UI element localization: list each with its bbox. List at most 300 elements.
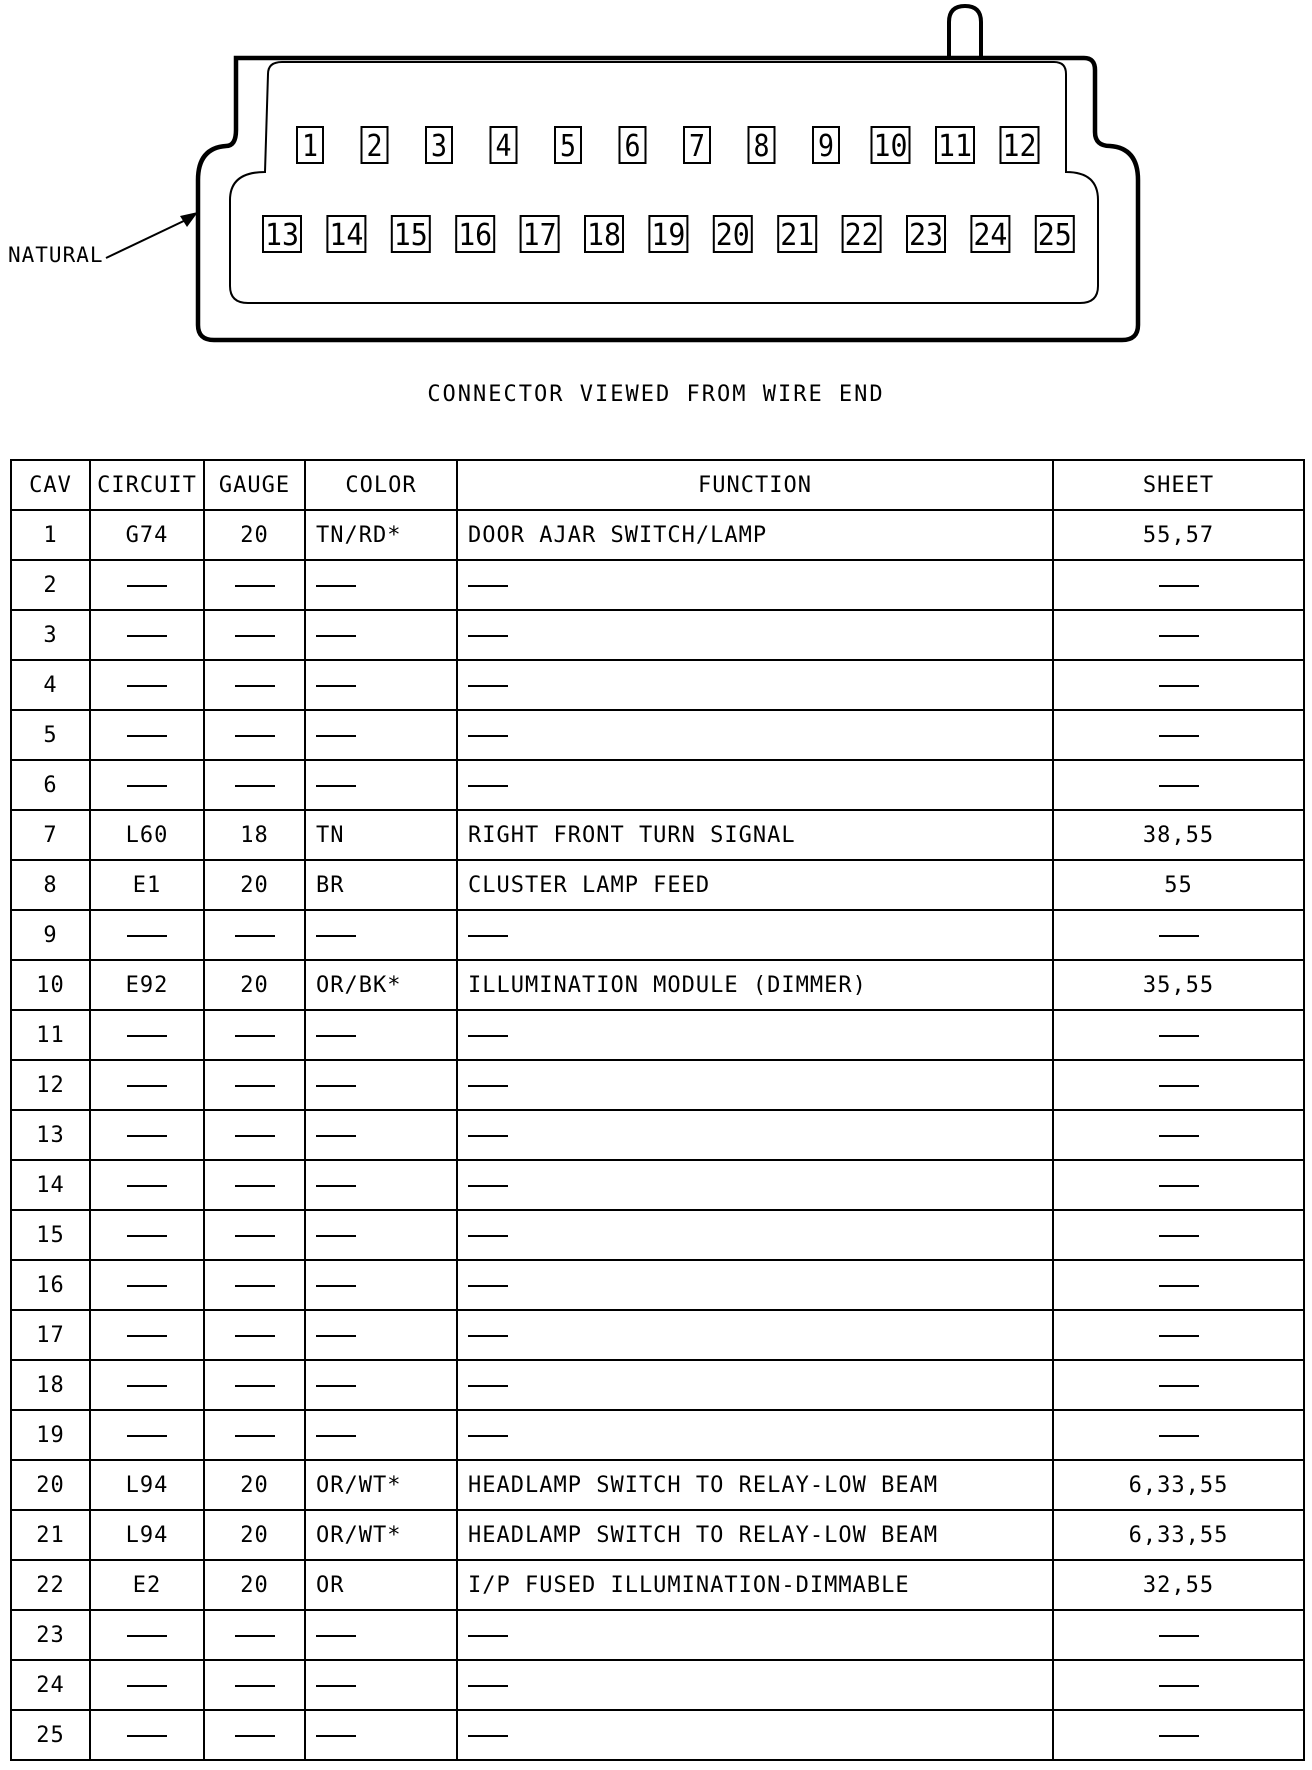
- empty-dash-icon: [468, 735, 508, 737]
- cell-circuit: [90, 1210, 204, 1260]
- empty-dash-icon: [468, 1385, 508, 1387]
- table-row: [11, 560, 1304, 610]
- cell-gauge: 20: [204, 860, 305, 910]
- cell-sheet: 38,55: [1053, 810, 1304, 860]
- table-row: [11, 1460, 1304, 1510]
- empty-dash-icon: [127, 1685, 167, 1687]
- cell-circuit: [90, 910, 204, 960]
- cavity-pin-label: 15: [393, 218, 428, 253]
- empty-dash-icon: [235, 635, 275, 637]
- table-row: [11, 1710, 1304, 1760]
- empty-dash-icon: [316, 685, 356, 687]
- cavity-pin-4: [491, 127, 517, 164]
- empty-dash-icon: [1159, 1635, 1199, 1637]
- cell-cav: 8: [11, 860, 90, 910]
- empty-dash-icon: [127, 1235, 167, 1237]
- cell-circuit: L60: [90, 810, 204, 860]
- cell-color: [305, 910, 457, 960]
- cell-sheet: [1053, 710, 1304, 760]
- cell-cav: 23: [11, 1610, 90, 1660]
- cell-circuit: E2: [90, 1560, 204, 1610]
- cell-circuit: [90, 660, 204, 710]
- empty-dash-icon: [235, 1335, 275, 1337]
- empty-dash-icon: [1159, 1685, 1199, 1687]
- cell-color: [305, 1210, 457, 1260]
- cavity-pin-label: 6: [624, 129, 641, 164]
- cell-function: [457, 1360, 1053, 1410]
- cell-function: HEADLAMP SWITCH TO RELAY-LOW BEAM: [457, 1510, 1053, 1560]
- cell-circuit: [90, 710, 204, 760]
- empty-dash-icon: [316, 1235, 356, 1237]
- empty-dash-icon: [235, 1085, 275, 1087]
- empty-dash-icon: [235, 1135, 275, 1137]
- cavity-pin-17: [521, 216, 559, 253]
- cell-color: [305, 1610, 457, 1660]
- cavity-pin-label: 25: [1037, 218, 1072, 253]
- cavity-pin-label: 7: [689, 129, 705, 164]
- cell-sheet: [1053, 1010, 1304, 1060]
- cell-function: [457, 910, 1053, 960]
- cell-sheet: [1053, 1060, 1304, 1110]
- empty-dash-icon: [468, 585, 508, 587]
- cell-gauge: 18: [204, 810, 305, 860]
- cavity-pin-24: [971, 216, 1009, 253]
- cavity-pin-label: 16: [458, 218, 493, 253]
- cell-color: [305, 1110, 457, 1160]
- cell-cav: 20: [11, 1460, 90, 1510]
- cell-color: [305, 1260, 457, 1310]
- cell-function: [457, 1610, 1053, 1660]
- cell-color: BR: [305, 860, 457, 910]
- pins-bottom-row: [263, 216, 1074, 253]
- cell-function: [457, 760, 1053, 810]
- cell-cav: 18: [11, 1360, 90, 1410]
- table-row: [11, 1210, 1304, 1260]
- cell-cav: 21: [11, 1510, 90, 1560]
- cavity-pin-10: [872, 127, 910, 164]
- empty-dash-icon: [235, 1635, 275, 1637]
- cell-sheet: [1053, 760, 1304, 810]
- cell-color: OR/WT*: [305, 1510, 457, 1560]
- cell-sheet: [1053, 1710, 1304, 1760]
- natural-callout-arrowhead-icon: [180, 212, 198, 227]
- cell-function: [457, 1210, 1053, 1260]
- cavity-pin-3: [426, 127, 452, 164]
- empty-dash-icon: [468, 1235, 508, 1237]
- empty-dash-icon: [127, 685, 167, 687]
- empty-dash-icon: [127, 1735, 167, 1737]
- cavity-pin-label: 12: [1002, 129, 1037, 164]
- cavity-pin-11: [936, 127, 974, 164]
- cell-function: ILLUMINATION MODULE (DIMMER): [457, 960, 1053, 1010]
- cell-cav: 1: [11, 510, 90, 560]
- empty-dash-icon: [127, 635, 167, 637]
- cell-gauge: [204, 910, 305, 960]
- empty-dash-icon: [1159, 1135, 1199, 1137]
- cavity-pin-13: [263, 216, 301, 253]
- natural-callout-label: NATURAL: [8, 243, 104, 267]
- cell-circuit: [90, 1260, 204, 1310]
- cavity-pin-7: [684, 127, 710, 164]
- empty-dash-icon: [468, 1435, 508, 1437]
- table-row: [11, 1610, 1304, 1660]
- cell-sheet: [1053, 1110, 1304, 1160]
- cavity-pin-label: 1: [302, 129, 318, 164]
- empty-dash-icon: [1159, 935, 1199, 937]
- cell-function: [457, 1060, 1053, 1110]
- empty-dash-icon: [316, 1135, 356, 1137]
- cell-function: [457, 1310, 1053, 1360]
- cavity-pin-18: [585, 216, 623, 253]
- cell-function: HEADLAMP SWITCH TO RELAY-LOW BEAM: [457, 1460, 1053, 1510]
- cavity-pin-label: 8: [753, 129, 770, 164]
- cell-cav: 7: [11, 810, 90, 860]
- cell-gauge: 20: [204, 1510, 305, 1560]
- cavity-pin-25: [1036, 216, 1074, 253]
- cell-cav: 11: [11, 1010, 90, 1060]
- cell-sheet: 35,55: [1053, 960, 1304, 1010]
- cell-function: CLUSTER LAMP FEED: [457, 860, 1053, 910]
- cavity-pin-label: 18: [587, 218, 621, 253]
- table-row: [11, 1160, 1304, 1210]
- empty-dash-icon: [316, 1335, 356, 1337]
- cell-circuit: [90, 760, 204, 810]
- empty-dash-icon: [316, 935, 356, 937]
- empty-dash-icon: [235, 1435, 275, 1437]
- empty-dash-icon: [235, 935, 275, 937]
- cell-color: [305, 560, 457, 610]
- cell-cav: 22: [11, 1560, 90, 1610]
- cell-color: [305, 760, 457, 810]
- empty-dash-icon: [316, 1085, 356, 1087]
- cell-function: [457, 660, 1053, 710]
- empty-dash-icon: [235, 685, 275, 687]
- cell-function: [457, 1260, 1053, 1310]
- cavity-pin-label: 10: [873, 129, 908, 164]
- cell-cav: 3: [11, 610, 90, 660]
- table-row: [11, 810, 1304, 860]
- cell-sheet: [1053, 1210, 1304, 1260]
- connector-housing-outer: [198, 58, 1138, 340]
- cell-gauge: [204, 1310, 305, 1360]
- cell-sheet: [1053, 910, 1304, 960]
- empty-dash-icon: [1159, 1335, 1199, 1337]
- cell-gauge: [204, 610, 305, 660]
- table-row: [11, 510, 1304, 560]
- table-row: [11, 860, 1304, 910]
- table-row: [11, 760, 1304, 810]
- cell-color: [305, 1660, 457, 1710]
- cell-gauge: [204, 1160, 305, 1210]
- cavity-pin-label: 21: [780, 218, 815, 253]
- empty-dash-icon: [1159, 1435, 1199, 1437]
- empty-dash-icon: [127, 1635, 167, 1637]
- cavity-pin-21: [778, 216, 816, 253]
- cell-circuit: L94: [90, 1510, 204, 1560]
- empty-dash-icon: [235, 1185, 275, 1187]
- cell-gauge: [204, 1210, 305, 1260]
- cell-function: [457, 1660, 1053, 1710]
- cell-sheet: 55: [1053, 860, 1304, 910]
- cell-circuit: [90, 610, 204, 660]
- cavity-pin-label: 9: [818, 129, 834, 164]
- empty-dash-icon: [235, 1385, 275, 1387]
- empty-dash-icon: [127, 585, 167, 587]
- cavity-pin-2: [362, 127, 388, 164]
- cell-cav: 24: [11, 1660, 90, 1710]
- cell-circuit: [90, 1010, 204, 1060]
- empty-dash-icon: [316, 1185, 356, 1187]
- table-header-row: [11, 460, 1304, 510]
- cell-cav: 9: [11, 910, 90, 960]
- table-row: [11, 1310, 1304, 1360]
- cell-cav: 2: [11, 560, 90, 610]
- cell-cav: 17: [11, 1310, 90, 1360]
- cell-cav: 16: [11, 1260, 90, 1310]
- natural-callout-leader: [106, 218, 190, 258]
- header-function: FUNCTION: [457, 460, 1053, 510]
- cell-sheet: 55,57: [1053, 510, 1304, 560]
- cavity-pin-15: [392, 216, 430, 253]
- cell-circuit: G74: [90, 510, 204, 560]
- empty-dash-icon: [468, 1185, 508, 1187]
- empty-dash-icon: [316, 1735, 356, 1737]
- cell-function: [457, 610, 1053, 660]
- cell-color: TN: [305, 810, 457, 860]
- cell-circuit: [90, 1710, 204, 1760]
- cell-cav: 14: [11, 1160, 90, 1210]
- empty-dash-icon: [127, 1335, 167, 1337]
- cell-color: [305, 1360, 457, 1410]
- cavity-pin-label: 13: [265, 218, 299, 253]
- cell-function: [457, 710, 1053, 760]
- header-cav: CAV: [11, 460, 90, 510]
- empty-dash-icon: [1159, 1035, 1199, 1037]
- cell-function: [457, 1160, 1053, 1210]
- empty-dash-icon: [468, 685, 508, 687]
- table-row: [11, 1660, 1304, 1710]
- cell-function: I/P FUSED ILLUMINATION-DIMMABLE: [457, 1560, 1053, 1610]
- cell-cav: 25: [11, 1710, 90, 1760]
- empty-dash-icon: [127, 1285, 167, 1287]
- cell-gauge: 20: [204, 960, 305, 1010]
- cavity-pin-12: [1001, 127, 1039, 164]
- empty-dash-icon: [468, 1335, 508, 1337]
- cell-cav: 12: [11, 1060, 90, 1110]
- empty-dash-icon: [127, 1185, 167, 1187]
- cell-function: [457, 1710, 1053, 1760]
- empty-dash-icon: [1159, 685, 1199, 687]
- empty-dash-icon: [468, 785, 508, 787]
- cell-circuit: [90, 1160, 204, 1210]
- cell-gauge: [204, 560, 305, 610]
- empty-dash-icon: [468, 1085, 508, 1087]
- cell-circuit: [90, 1310, 204, 1360]
- cell-color: OR/WT*: [305, 1460, 457, 1510]
- header-sheet: SHEET: [1053, 460, 1304, 510]
- cavity-pin-label: 23: [909, 218, 943, 253]
- cell-function: [457, 1410, 1053, 1460]
- empty-dash-icon: [1159, 1385, 1199, 1387]
- cell-cav: 4: [11, 660, 90, 710]
- cavity-pin-label: 2: [366, 129, 383, 164]
- empty-dash-icon: [1159, 785, 1199, 787]
- cell-sheet: [1053, 1260, 1304, 1310]
- cavity-pin-label: 3: [431, 129, 447, 164]
- empty-dash-icon: [235, 585, 275, 587]
- cell-cav: 5: [11, 710, 90, 760]
- empty-dash-icon: [1159, 735, 1199, 737]
- empty-dash-icon: [1159, 635, 1199, 637]
- cell-color: [305, 660, 457, 710]
- cell-circuit: L94: [90, 1460, 204, 1510]
- empty-dash-icon: [468, 1735, 508, 1737]
- empty-dash-icon: [468, 1035, 508, 1037]
- empty-dash-icon: [1159, 1285, 1199, 1287]
- cell-sheet: 6,33,55: [1053, 1460, 1304, 1510]
- empty-dash-icon: [468, 1285, 508, 1287]
- cell-color: OR/BK*: [305, 960, 457, 1010]
- cavity-pin-label: 5: [560, 129, 576, 164]
- empty-dash-icon: [235, 735, 275, 737]
- cell-sheet: [1053, 1310, 1304, 1360]
- cell-color: [305, 1310, 457, 1360]
- cavity-wiring-table: [10, 459, 1305, 1761]
- cavity-pin-14: [327, 216, 365, 253]
- cavity-pin-label: 4: [495, 129, 512, 164]
- cell-function: [457, 1110, 1053, 1160]
- cell-gauge: [204, 1610, 305, 1660]
- cavity-pin-label: 14: [329, 218, 364, 253]
- cell-gauge: [204, 1260, 305, 1310]
- cell-circuit: [90, 1110, 204, 1160]
- connector-diagram: [0, 0, 1312, 370]
- cell-circuit: [90, 1060, 204, 1110]
- cell-color: [305, 1160, 457, 1210]
- empty-dash-icon: [316, 1685, 356, 1687]
- empty-dash-icon: [468, 635, 508, 637]
- cavity-pin-label: 17: [522, 218, 557, 253]
- empty-dash-icon: [468, 935, 508, 937]
- header-circuit: CIRCUIT: [90, 460, 204, 510]
- cell-cav: 6: [11, 760, 90, 810]
- cavity-pin-16: [456, 216, 494, 253]
- cell-gauge: [204, 660, 305, 710]
- empty-dash-icon: [127, 1135, 167, 1137]
- cell-gauge: [204, 1710, 305, 1760]
- table-row: [11, 660, 1304, 710]
- cell-function: RIGHT FRONT TURN SIGNAL: [457, 810, 1053, 860]
- header-gauge: GAUGE: [204, 460, 305, 510]
- cell-gauge: [204, 760, 305, 810]
- table-row: [11, 1110, 1304, 1160]
- cell-gauge: [204, 1360, 305, 1410]
- pins-top-row: [297, 127, 1039, 164]
- table-row: [11, 1010, 1304, 1060]
- cell-cav: 15: [11, 1210, 90, 1260]
- cell-gauge: [204, 1010, 305, 1060]
- table-row: [11, 710, 1304, 760]
- empty-dash-icon: [235, 1035, 275, 1037]
- cell-cav: 19: [11, 1410, 90, 1460]
- empty-dash-icon: [1159, 585, 1199, 587]
- cavity-pin-8: [749, 127, 775, 164]
- empty-dash-icon: [1159, 1085, 1199, 1087]
- empty-dash-icon: [1159, 1735, 1199, 1737]
- cell-circuit: [90, 1610, 204, 1660]
- cell-gauge: 20: [204, 510, 305, 560]
- header-color: COLOR: [305, 460, 457, 510]
- empty-dash-icon: [127, 1435, 167, 1437]
- cell-sheet: [1053, 1410, 1304, 1460]
- cell-color: [305, 1410, 457, 1460]
- cell-function: DOOR AJAR SWITCH/LAMP: [457, 510, 1053, 560]
- cavity-pin-22: [843, 216, 881, 253]
- empty-dash-icon: [316, 585, 356, 587]
- cell-sheet: [1053, 610, 1304, 660]
- empty-dash-icon: [316, 735, 356, 737]
- cell-function: [457, 1010, 1053, 1060]
- empty-dash-icon: [468, 1135, 508, 1137]
- cavity-pin-label: 19: [651, 218, 686, 253]
- cell-color: [305, 1010, 457, 1060]
- cavity-pin-20: [714, 216, 752, 253]
- cell-gauge: [204, 1660, 305, 1710]
- cavity-pin-23: [907, 216, 945, 253]
- cell-sheet: [1053, 1610, 1304, 1660]
- cavity-pin-label: 24: [973, 218, 1008, 253]
- table-row: [11, 1360, 1304, 1410]
- empty-dash-icon: [316, 1285, 356, 1287]
- cell-gauge: 20: [204, 1460, 305, 1510]
- empty-dash-icon: [235, 1235, 275, 1237]
- cell-sheet: [1053, 1660, 1304, 1710]
- cell-sheet: [1053, 1360, 1304, 1410]
- empty-dash-icon: [1159, 1235, 1199, 1237]
- empty-dash-icon: [235, 785, 275, 787]
- table-row: [11, 1560, 1304, 1610]
- empty-dash-icon: [235, 1685, 275, 1687]
- table-row: [11, 1260, 1304, 1310]
- cavity-pin-label: 22: [844, 218, 879, 253]
- empty-dash-icon: [468, 1685, 508, 1687]
- empty-dash-icon: [127, 1085, 167, 1087]
- empty-dash-icon: [316, 1035, 356, 1037]
- cell-color: [305, 710, 457, 760]
- cell-circuit: E1: [90, 860, 204, 910]
- cell-circuit: E92: [90, 960, 204, 1010]
- cell-gauge: 20: [204, 1560, 305, 1610]
- empty-dash-icon: [316, 1435, 356, 1437]
- cell-circuit: [90, 1360, 204, 1410]
- table-row: [11, 1510, 1304, 1560]
- cell-circuit: [90, 1660, 204, 1710]
- cell-cav: 13: [11, 1110, 90, 1160]
- cell-color: OR: [305, 1560, 457, 1610]
- connector-caption: CONNECTOR VIEWED FROM WIRE END: [427, 382, 885, 407]
- cell-circuit: [90, 1410, 204, 1460]
- cavity-pin-1: [297, 127, 323, 164]
- empty-dash-icon: [316, 635, 356, 637]
- cell-color: [305, 1060, 457, 1110]
- connector-locking-tab: [949, 6, 981, 58]
- cavity-pin-19: [649, 216, 687, 253]
- empty-dash-icon: [127, 1035, 167, 1037]
- cell-function: [457, 560, 1053, 610]
- cell-sheet: [1053, 660, 1304, 710]
- empty-dash-icon: [127, 935, 167, 937]
- empty-dash-icon: [316, 1385, 356, 1387]
